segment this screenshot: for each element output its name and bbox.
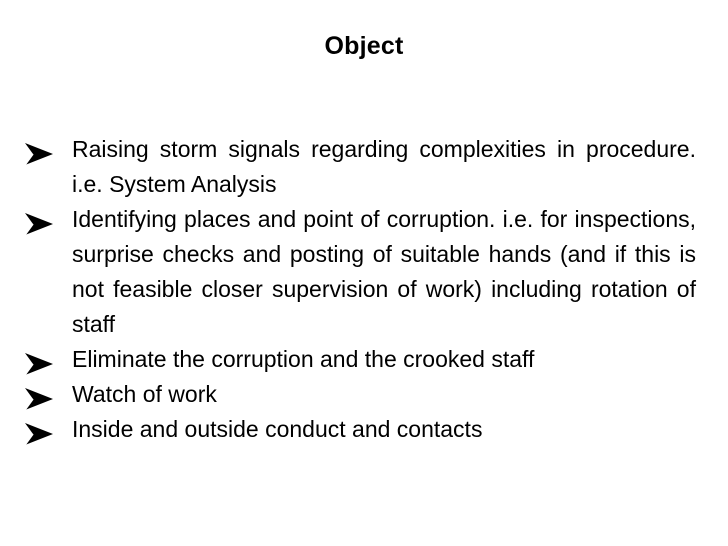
arrowhead-bullet-icon [24,352,54,376]
bullet-text: Inside and outside conduct and contacts [72,416,483,442]
bullet-text: Identifying places and point of corruption. i.e. for inspections, surprise checks and posting of suitable hands (and if this is not feasible closer supervision of work) including rotation of staff [72,206,696,337]
bullet-text: Watch of work [72,381,217,407]
bullet-item [24,202,696,342]
arrowhead-bullet-icon [24,142,54,166]
bullet-item [24,412,696,447]
arrowhead-bullet-icon [24,387,54,411]
bullet-item [24,342,696,377]
bullet-item [24,377,696,412]
arrowhead-bullet-icon [24,422,54,446]
bullet-text: Raising storm signals regarding complexities in procedure. i.e. System Analysis [72,136,696,197]
slide-title: Object [324,32,404,60]
bullet-text: Eliminate the corruption and the crooked staff [72,346,535,372]
bullet-item [24,132,696,202]
bullet-list [24,132,696,447]
arrowhead-bullet-icon [24,212,54,236]
